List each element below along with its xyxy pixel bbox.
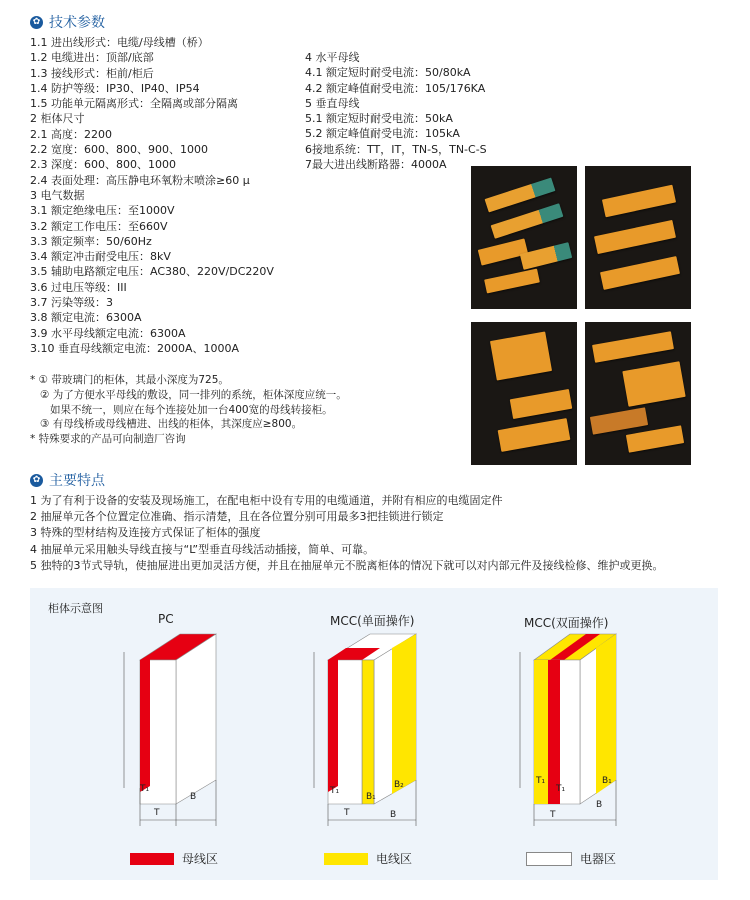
feature-item: 1 为了有利于设备的安装及现场施工，在配电柜中设有专用的电缆通道，并附有相应的电缆固定件: [30, 494, 503, 507]
dim-label: T: [154, 808, 160, 818]
spec-item: 1.4 防护等级：IP30、IP40、IP54: [30, 81, 200, 95]
note-item: ③ 有母线桥或母线槽进、出线的柜体，其深度应≥800。: [30, 418, 303, 431]
spec-item: 2.1 高度：2200: [30, 127, 112, 141]
dim-label: T₁: [536, 776, 546, 786]
spec-item: 4 水平母线: [305, 51, 360, 64]
dim-label: T₁: [556, 784, 566, 794]
feature-item: 4 抽屉单元采用触头导线直接与“L”型垂直母线活动插接，简单、可靠。: [30, 542, 375, 556]
spec-item: 6接地系统：TT，IT，TN-S，TN-C-S: [305, 142, 487, 156]
spec-item: 7最大进出线断路器：4000A: [305, 158, 447, 172]
spec-item: 1.1 进出线形式：电缆/母线槽（桥）: [30, 36, 209, 49]
features-list: [30, 493, 664, 574]
spec-item: 1.2 电缆进出：顶部/底部: [30, 51, 154, 65]
feature-item: 2 抽屉单元各个位置定位准确、指示清楚，且在各位置分别可用最多3把挂锁进行锁定: [30, 510, 444, 524]
note-item: 如果不统一，则应在每个连接处加一台400宽的母线转接柜。: [30, 403, 333, 416]
cabinet-diagram-panel: [30, 588, 718, 880]
spec-item: 2.2 宽度：600、800、900、1000: [30, 143, 208, 157]
note-item: * 特殊要求的产品可向制造厂咨询: [30, 433, 186, 446]
product-photo: [585, 166, 691, 309]
cabinet-drawings: [30, 588, 718, 880]
product-photo: [471, 322, 577, 465]
dim-label: T: [550, 810, 556, 820]
spec-item: 5.1 额定短时耐受电流：50kA: [305, 112, 453, 126]
legend-swatch: [526, 852, 572, 866]
legend-swatch: [130, 853, 174, 865]
dim-label: B₂: [394, 780, 404, 790]
diagram-title: 柜体示意图: [48, 602, 103, 615]
dim-label: B₁: [602, 776, 612, 786]
dim-label: B: [190, 792, 197, 802]
spec-item: 5.2 额定峰值耐受电流：105kA: [305, 127, 460, 141]
notes: [30, 373, 347, 447]
legend-device: 电器区: [526, 850, 616, 867]
cabinet-label-mcc-double: MCC(双面操作): [524, 616, 609, 630]
spec-item: 3 电气数据: [30, 188, 85, 202]
gear-icon: ✿: [30, 474, 43, 487]
spec-item: 2.3 深度：600、800、1000: [30, 158, 176, 172]
dim-label: B: [596, 800, 603, 810]
spec-item: 1.3 接线形式：柜前/柜后: [30, 66, 154, 80]
cabinet-label-pc: PC: [158, 612, 174, 626]
spec-item: 2.4 表面处理：高压静电环氧粉末喷涂≥60 μ: [30, 173, 250, 187]
legend-cable: 电线区: [324, 850, 412, 867]
spec-item: 5 垂直母线: [305, 96, 360, 110]
spec-item: 3.3 额定频率：50/60Hz: [30, 234, 152, 248]
product-photo: [585, 322, 691, 465]
feature-item: 5 独特的3节式导轨，使抽屉进出更加灵活方便，并且在抽屉单元不脱离柜体的情况下就可以对内部元件及接线检修、维护或更换。: [30, 558, 664, 572]
spec-item: 3.5 辅助电路额定电压：AC380、220V/DC220V: [30, 265, 274, 279]
spec-item: 3.4 额定冲击耐受电压：8kV: [30, 250, 171, 264]
spec-item: 3.10 垂直母线额定电流：2000A、1000A: [30, 341, 240, 355]
dim-label: B₁: [366, 792, 376, 802]
dim-label: B: [390, 810, 397, 820]
spec-item: 3.9 水平母线额定电流：6300A: [30, 326, 186, 340]
spec-item: 3.8 额定电流：6300A: [30, 311, 142, 325]
note-item: * ① 带玻璃门的柜体，其最小深度为725。: [30, 374, 229, 386]
spec-item: 2 柜体尺寸: [30, 112, 85, 126]
spec-list-right: [305, 50, 487, 172]
feature-item: 3 特殊的型材结构及连接方式保证了柜体的强度: [30, 526, 261, 540]
spec-item: 3.1 额定绝缘电压：至1000V: [30, 204, 175, 218]
spec-list-left: [30, 35, 274, 356]
legend-swatch: [324, 853, 368, 865]
spec-item: 1.5 功能单元隔离形式：全隔离或部分隔离: [30, 97, 238, 111]
spec-item: 3.2 额定工作电压：至660V: [30, 219, 168, 233]
note-item: ② 为了方便水平母线的敷设，同一排列的系统，柜体深度应统一。: [30, 388, 347, 401]
product-photos: [471, 166, 691, 466]
dim-label: T: [344, 808, 350, 818]
section-title-tech: ✿ 技术参数: [30, 12, 105, 32]
spec-item: 4.2 额定峰值耐受电流：105/176KA: [305, 81, 486, 95]
spec-item: 3.6 过电压等级：III: [30, 280, 127, 294]
dim-label: T₁: [140, 784, 150, 794]
cabinet-label-mcc-single: MCC(单面操作): [330, 614, 415, 628]
gear-icon: ✿: [30, 16, 43, 29]
section-title-features: ✿ 主要特点: [30, 470, 105, 490]
spec-item: 4.1 额定短时耐受电流：50/80kA: [305, 66, 471, 80]
product-photo: [471, 166, 577, 309]
spec-item: 3.7 污染等级：3: [30, 296, 113, 310]
dim-label: T₁: [330, 786, 340, 796]
legend-busbar: 母线区: [130, 850, 218, 867]
